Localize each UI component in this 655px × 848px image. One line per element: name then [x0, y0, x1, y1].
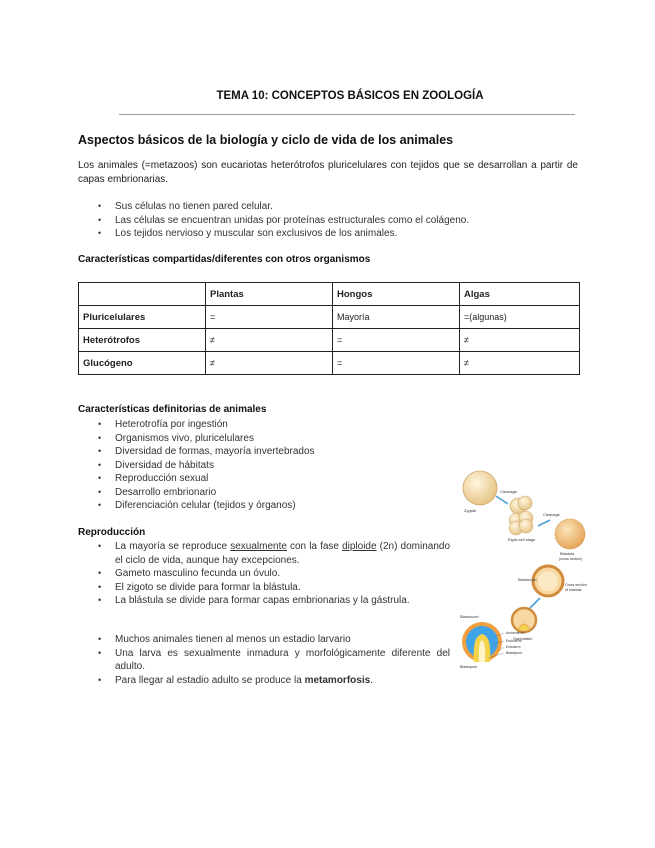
- text-run: .: [370, 674, 373, 686]
- zygote-label: Zygote: [464, 508, 477, 513]
- basics-list: [78, 200, 578, 241]
- cross-section-label: of blastula: [565, 588, 582, 592]
- reproduction-list: [78, 540, 450, 608]
- table-cell: =(algunas): [460, 306, 580, 329]
- list-item: • Desarrollo embrionario: [78, 486, 438, 500]
- table-cell: ≠: [460, 329, 580, 352]
- text-run: Para llegar al estadio adulto se produce la: [115, 674, 305, 686]
- blastocoel-cavity: [538, 571, 558, 591]
- title-divider: [119, 114, 575, 115]
- table-header-cell: Algas: [460, 283, 580, 306]
- blastocoel-label: Blastocoel: [518, 577, 537, 582]
- table-cell: =: [333, 329, 460, 352]
- list-item: • Muchos animales tienen al menos un estadio larvario: [78, 633, 450, 647]
- arrow-icon: [538, 520, 550, 526]
- eight-cell-label: Eight-cell stage: [508, 537, 536, 542]
- reproduction-heading: Reproducción: [78, 527, 146, 538]
- archenteron-label: Archenteron: [506, 631, 525, 635]
- table-cell: Pluricelulares: [79, 306, 206, 329]
- list-item: • La blástula se divide para formar capas embrionarias y la gástrula.: [78, 594, 450, 608]
- larva-list: [78, 633, 450, 687]
- gastrulation-label: Gastrulation: [513, 637, 533, 641]
- list-item: [78, 674, 450, 688]
- text-run: La mayoría se reproduce: [115, 541, 231, 552]
- list-item: • Los tejidos nervioso y muscular son exclusivos de los animales.: [78, 227, 578, 241]
- cleavage-label: Cleavage: [543, 512, 560, 517]
- list-item: • Diferenciación celular (tejidos y órganos): [78, 499, 438, 513]
- list-item: • Heterotrofía por ingestión: [78, 418, 438, 432]
- table-cell: ≠: [460, 352, 580, 375]
- cleavage-label: Cleavage: [500, 489, 517, 494]
- arrow-icon: [496, 496, 508, 504]
- list-item: • Diversidad de hábitats: [78, 459, 438, 473]
- blastocoel-label: Blastocoel: [460, 614, 479, 619]
- bold-term: metamorfosis: [304, 674, 371, 686]
- list-item: • Diversidad de formas, mayoría invertebrados: [78, 445, 438, 459]
- zygote-cell: [463, 471, 497, 505]
- endoderm-label: Endoderm: [506, 639, 522, 643]
- list-item: [78, 540, 450, 567]
- blastula: [555, 519, 585, 549]
- list-item: • Organismos vivo, pluricelulares: [78, 432, 438, 446]
- intro-paragraph: Los animales (=metazoos) son eucariotas heterótrofos pluricelulares con tejidos que se desarrollan a partir de capas embrionarias.: [78, 160, 578, 185]
- blastopore-label: Blastopore: [506, 651, 523, 655]
- table-cell: ≠: [206, 329, 333, 352]
- blastopore-label: Blastopore: [460, 665, 478, 669]
- section-heading: Aspectos básicos de la biología y ciclo de vida de los animales: [78, 133, 454, 147]
- page-title: TEMA 10: CONCEPTOS BÁSICOS EN ZOOLOGÍA: [216, 90, 484, 102]
- table-heading: Características compartidas/diferentes con otros organismos: [78, 254, 371, 265]
- text-run: (2n) dominando el ciclo de vida, aunque hay excepciones.: [115, 541, 451, 566]
- ectoderm-label: Ectoderm: [506, 645, 521, 649]
- table-header-cell: Hongos: [333, 283, 460, 306]
- table-header-cell: [79, 283, 206, 306]
- list-item: • El zigoto se divide para formar la blástula.: [78, 581, 450, 595]
- list-item: • Una larva es sexualmente inmadura y morfológicamente diferente del adulto.: [78, 647, 450, 674]
- table-cell: Mayoría: [333, 306, 460, 329]
- eight-cell-stage: [509, 511, 533, 535]
- cross-section-label: Cross section: [565, 583, 587, 587]
- defining-list: [78, 418, 438, 513]
- blastula-label: Blastula: [560, 551, 575, 556]
- list-item: • Reproducción sexual: [78, 472, 438, 486]
- table-row: [79, 306, 580, 329]
- table-cell: Glucógeno: [79, 352, 206, 375]
- table-header-cell: Plantas: [206, 283, 333, 306]
- underlined-term: diploide: [342, 541, 377, 552]
- blastula-sub-label: (cross section): [559, 557, 583, 561]
- table-cell: ≠: [206, 352, 333, 375]
- comparison-table: [78, 282, 580, 375]
- table-cell: Heterótrofos: [79, 329, 206, 352]
- underlined-term: sexualmente: [230, 541, 287, 552]
- list-item: • Las células se encuentran unidas por proteínas estructurales como el colágeno.: [78, 214, 578, 228]
- list-item: • Sus células no tienen pared celular.: [78, 200, 578, 214]
- table-cell: =: [206, 306, 333, 329]
- table-cell: =: [333, 352, 460, 375]
- defining-heading: Características definitorias de animales: [78, 404, 267, 415]
- list-item: • Gameto masculino fecunda un óvulo.: [78, 567, 450, 581]
- text-run: con la fase: [286, 541, 343, 552]
- table-row: [79, 329, 580, 352]
- table-row: [79, 352, 580, 375]
- two-cell-stage: [518, 496, 532, 510]
- embryo-development-figure: [458, 468, 590, 670]
- arrow-icon: [530, 598, 540, 608]
- table-header-row: [79, 283, 580, 306]
